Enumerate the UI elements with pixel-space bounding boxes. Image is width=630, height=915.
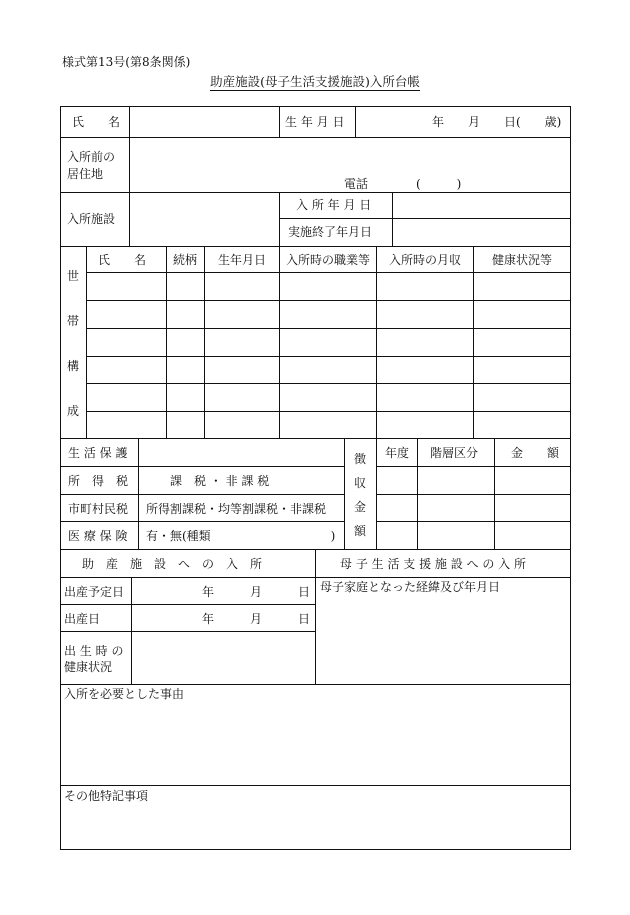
medical-insurance-label: 医 療 保 険 xyxy=(68,529,128,543)
income-tax-label: 所 得 税 xyxy=(68,474,129,488)
form-number: 様式第13号(第8条関係) xyxy=(62,55,191,69)
household-header-occupation: 入所時の職業等 xyxy=(286,253,371,267)
due-date-label: 出産予定日 xyxy=(64,585,125,599)
household-header-birthdate: 生年月日 xyxy=(218,253,267,267)
birth-date-label-midwifery: 出産日 xyxy=(64,612,101,626)
admission-date-label: 入 所 年 月 日 xyxy=(296,198,372,212)
mother-child-header: 母 子 生 活 支 援 施 設 へ の 入 所 xyxy=(340,557,526,571)
birth-date-fields: 年 月 日( 歳) xyxy=(432,115,562,129)
household-header-health: 健康状況等 xyxy=(492,253,553,267)
medical-insurance-value: 有・無(種類 ) xyxy=(146,529,336,543)
birth-date-fields-midwifery: 年 月 日 xyxy=(202,612,311,626)
household-side-3: 構 xyxy=(66,359,79,373)
form-grid-lines xyxy=(60,106,571,850)
municipal-tax-label: 市町村民税 xyxy=(68,502,129,516)
residence-phone: 電話 ( ) xyxy=(344,177,462,191)
registry-form xyxy=(60,106,571,850)
collection-side-3: 金 xyxy=(353,500,366,514)
municipal-tax-value: 所得割課税・均等割課税・非課税 xyxy=(146,502,327,516)
household-header-income: 入所時の月収 xyxy=(389,253,462,267)
income-tax-value: 課 税 ・ 非 課 税 xyxy=(170,474,270,488)
collection-header-amount: 金 額 xyxy=(511,446,560,460)
birth-health-label-line2: 健康状況 xyxy=(64,660,113,674)
household-side-4: 成 xyxy=(66,404,79,418)
facility-label: 入所施設 xyxy=(67,212,116,226)
admission-reason-label: 入所を必要とした事由 xyxy=(64,687,185,701)
collection-header-year: 年度 xyxy=(385,446,410,460)
due-date-fields: 年 月 日 xyxy=(202,585,311,599)
birth-date-label: 生 年 月 日 xyxy=(285,115,345,129)
name-label: 氏 名 xyxy=(72,115,121,129)
birth-health-label-line1: 出 生 時 の xyxy=(64,644,124,658)
end-date-label: 実施終了年月日 xyxy=(288,225,373,239)
residence-label-line1: 入所前の xyxy=(67,150,116,164)
collection-header-tier: 階層区分 xyxy=(430,446,479,460)
other-notes-label: その他特記事項 xyxy=(64,789,149,803)
collection-side-2: 収 xyxy=(353,476,366,490)
midwifery-header: 助 産 施 設 へ の 入 所 xyxy=(82,557,263,571)
collection-side-1: 徴 xyxy=(353,452,366,466)
household-header-name: 氏 名 xyxy=(98,253,147,267)
mother-child-history-label: 母子家庭となった経緯及び年月日 xyxy=(320,580,501,594)
form-title: 助産施設(母子生活支援施設)入所台帳 xyxy=(210,74,420,89)
livelihood-label: 生 活 保 護 xyxy=(68,446,128,460)
collection-side-4: 額 xyxy=(353,524,366,538)
household-side-1: 世 xyxy=(66,269,79,283)
household-side-2: 帯 xyxy=(66,314,79,328)
residence-label-line2: 居住地 xyxy=(67,167,104,181)
household-header-relation: 続柄 xyxy=(173,253,198,267)
